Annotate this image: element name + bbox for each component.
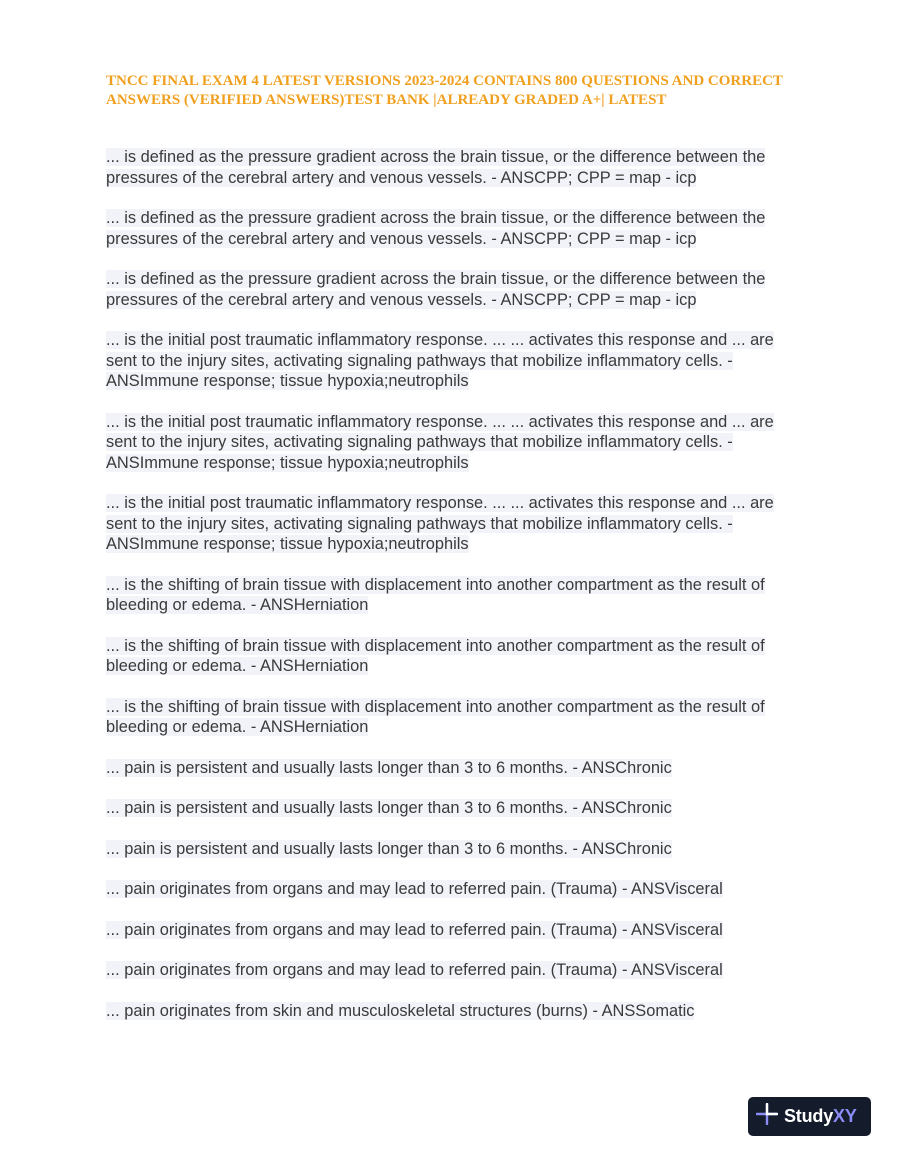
qa-item-text: ... is the initial post traumatic inflammatory response. ... ... activates this response and ... are sent to the injury sites, activating signaling pathways that mobilize inflammatory cells. - ANSImmune response; tissue hypoxia;neutrophils bbox=[106, 494, 774, 553]
qa-item bbox=[106, 493, 806, 555]
qa-item-text: ... pain is persistent and usually lasts longer than 3 to 6 months. - ANSChronic bbox=[106, 839, 672, 858]
qa-item bbox=[106, 920, 806, 941]
logo-text-accent: XY bbox=[833, 1106, 857, 1126]
document-title: TNCC FINAL EXAM 4 LATEST VERSIONS 2023-2024 CONTAINS 800 QUESTIONS AND CORRECT ANSWERS (VERIFIED ANSWERS)TEST BANK |ALREADY GRADED A+| LATEST bbox=[106, 73, 783, 108]
qa-item-text: ... is the shifting of brain tissue with displacement into another compartment as the result of bleeding or edema. - ANSHerniation bbox=[106, 697, 765, 736]
qa-item bbox=[106, 636, 806, 677]
qa-item-text: ... is the shifting of brain tissue with displacement into another compartment as the result of bleeding or edema. - ANSHerniation bbox=[106, 636, 765, 675]
qa-item bbox=[106, 839, 806, 860]
plus-sparkle-icon bbox=[756, 1103, 784, 1130]
qa-item-text: ... pain originates from organs and may lead to referred pain. (Trauma) - ANSVisceral bbox=[106, 920, 723, 939]
qa-item bbox=[106, 147, 806, 188]
qa-item-text: ... pain is persistent and usually lasts longer than 3 to 6 months. - ANSChronic bbox=[106, 758, 672, 777]
qa-item-text: ... pain originates from organs and may lead to referred pain. (Trauma) - ANSVisceral bbox=[106, 880, 723, 898]
qa-item bbox=[106, 208, 806, 249]
qa-item-text: ... is defined as the pressure gradient across the brain tissue, or the difference between the pressures of the cerebral artery and venous vessels. - ANSCPP; CPP = map - icp bbox=[106, 209, 766, 248]
qa-item bbox=[106, 798, 806, 819]
qa-item-text: ... is defined as the pressure gradient across the brain tissue, or the difference between the pressures of the cerebral artery and venous vessels. - ANSCPP; CPP = map - icp bbox=[106, 148, 766, 187]
logo-text-main: Study bbox=[784, 1106, 834, 1126]
qa-item bbox=[106, 575, 806, 616]
qa-item-text: ... pain originates from skin and musculoskeletal structures (burns) - ANSSomatic bbox=[106, 1001, 695, 1020]
qa-item bbox=[106, 269, 806, 310]
qa-item-text: ... is defined as the pressure gradient across the brain tissue, or the difference between the pressures of the cerebral artery and venous vessels. - ANSCPP; CPP = map - icp bbox=[106, 270, 766, 309]
qa-list bbox=[106, 147, 806, 1041]
qa-item bbox=[106, 960, 806, 981]
qa-item-text: ... is the shifting of brain tissue with displacement into another compartment as the result of bleeding or edema. - ANSHerniation bbox=[106, 575, 765, 614]
qa-item bbox=[106, 1001, 806, 1022]
qa-item-text: ... is the initial post traumatic inflammatory response. ... ... activates this response and ... are sent to the injury sites, activating signaling pathways that mobilize inflammatory cells. - ANSImmune response; tissue hypoxia;neutrophils bbox=[106, 412, 774, 472]
qa-item bbox=[106, 330, 806, 392]
qa-item bbox=[106, 412, 806, 474]
logo-wordmark bbox=[784, 1106, 857, 1127]
qa-item bbox=[106, 879, 806, 900]
qa-item-text: ... pain is persistent and usually lasts longer than 3 to 6 months. - ANSChronic bbox=[106, 799, 672, 817]
qa-item bbox=[106, 758, 806, 779]
qa-item-text: ... is the initial post traumatic inflammatory response. ... ... activates this response and ... are sent to the injury sites, activating signaling pathways that mobilize inflammatory cells. - ANSImmune response; tissue hypoxia;neutrophils bbox=[106, 331, 774, 390]
studyxy-logo[interactable] bbox=[748, 1097, 871, 1136]
qa-item-text: ... pain originates from organs and may lead to referred pain. (Trauma) - ANSVisceral bbox=[106, 961, 723, 979]
qa-item bbox=[106, 697, 806, 738]
